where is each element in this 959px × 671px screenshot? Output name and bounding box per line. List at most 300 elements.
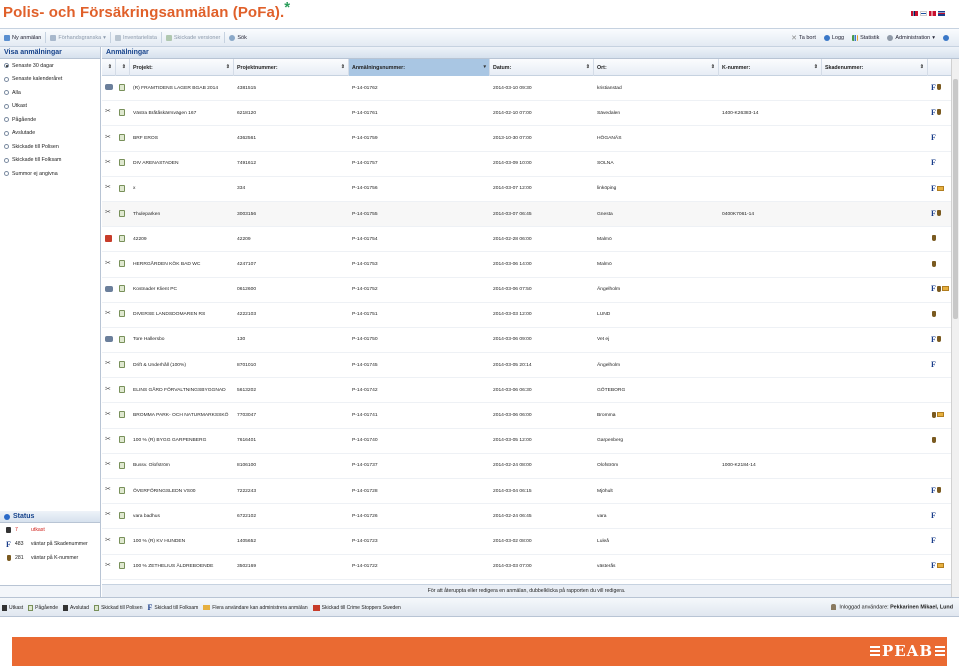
bag-icon	[932, 412, 936, 418]
indicator-cell	[928, 411, 951, 420]
grid-hint: För att återuppta eller redigera en anmälan, dubbelklicka på rapporten du vill redigera.	[102, 584, 951, 597]
radio-button[interactable]	[4, 63, 9, 68]
filter-option-label: Senaste 30 dagar	[12, 62, 54, 69]
indicator-cell	[928, 562, 951, 571]
projekt-cell: vara badhus	[133, 513, 160, 519]
filter-option[interactable]	[0, 140, 100, 154]
filter-option[interactable]	[0, 154, 100, 168]
table-row[interactable]	[102, 126, 951, 151]
projekt-cell: Thuleparken	[133, 211, 161, 217]
document-icon	[119, 109, 125, 116]
document-icon	[119, 185, 125, 192]
datum-cell: 2014-02-10 07:00	[493, 110, 532, 116]
type-cell	[102, 235, 116, 244]
status-cell	[116, 260, 130, 269]
flag-denmark-icon[interactable]	[929, 11, 936, 16]
app-title: Polis- och Försäkringsanmälan (PoFa).*	[3, 0, 291, 21]
anmalningsnummer-cell: P-14-01728	[352, 488, 378, 494]
folksam-f-icon: F	[931, 562, 936, 571]
document-icon	[119, 260, 125, 267]
indicator-cell	[928, 260, 951, 269]
datum-cell: 2014-03-05 20:14	[493, 362, 532, 368]
type-cell	[102, 361, 116, 370]
projektnummer-cell: 5613202	[237, 387, 257, 393]
indicator-cell	[928, 235, 951, 244]
projektnummer-cell: 0612600	[237, 287, 257, 293]
radio-button[interactable]	[4, 104, 9, 109]
log-icon	[824, 35, 830, 41]
datum-cell: 2013-10-30 07:00	[493, 135, 532, 141]
folksam-f-icon: F	[931, 536, 936, 546]
table-row[interactable]	[102, 353, 951, 378]
status-cell	[116, 84, 130, 93]
tools-icon: ✂	[105, 461, 111, 469]
datum-cell: 2014-03-06 09:00	[493, 337, 532, 343]
indicator-cell	[928, 159, 951, 168]
grid-scrollbar[interactable]	[951, 59, 959, 597]
type-cell	[102, 260, 116, 269]
radio-button[interactable]	[4, 171, 9, 176]
table-row[interactable]	[102, 429, 951, 454]
bag-icon	[937, 336, 941, 342]
document-icon	[119, 210, 125, 217]
col-icons-header	[928, 59, 951, 76]
col-ort-header[interactable]: Ort: ⇕	[594, 59, 719, 76]
bag-icon	[937, 84, 941, 90]
scrollbar-thumb[interactable]	[953, 79, 958, 319]
status-cell	[116, 562, 130, 571]
users-icon	[203, 605, 210, 610]
legend-item	[203, 605, 307, 611]
radio-button[interactable]	[4, 131, 9, 136]
tools-icon: ✂	[105, 209, 111, 217]
new-report-button[interactable]: Ny anmälan	[0, 35, 45, 41]
datum-cell: 2014-03-07 06:45	[493, 211, 532, 217]
type-cell	[102, 386, 116, 395]
table-row[interactable]	[102, 504, 951, 529]
datum-cell: 2014-03-02 08:00	[493, 538, 532, 544]
datum-cell: 2014-03-06 14:00	[493, 261, 532, 267]
ort-cell: Mjöhult	[597, 488, 613, 494]
table-row[interactable]	[102, 76, 951, 101]
folksam-f-icon: F	[6, 539, 11, 549]
table-row[interactable]	[102, 202, 951, 227]
type-cell	[102, 285, 116, 294]
log-button[interactable]: Logg	[820, 35, 848, 41]
language-flags	[911, 11, 945, 16]
filter-option[interactable]	[0, 113, 100, 127]
image-icon	[105, 84, 113, 90]
status-cell	[116, 361, 130, 370]
type-cell	[102, 335, 116, 344]
ort-cell: Ängelholm	[597, 362, 621, 368]
projekt-cell: 100 % (R) BYGG GARPENBERG	[133, 438, 207, 444]
help-button[interactable]	[939, 35, 953, 41]
tools-icon: ✂	[105, 159, 111, 166]
ort-cell: västerås	[597, 564, 616, 570]
users-icon	[937, 563, 944, 568]
indicator-cell	[928, 285, 951, 294]
filter-panel	[0, 47, 101, 597]
administration-button[interactable]: Administration ▾	[883, 35, 939, 41]
filter-option-label: Summor ej angivna	[12, 170, 58, 177]
anmalningsnummer-cell: P-14-01753	[352, 261, 378, 267]
bag-icon	[932, 235, 936, 241]
bag-icon	[932, 261, 936, 267]
type-cell	[102, 310, 116, 319]
legend-label: Utkast	[9, 604, 24, 611]
projektnummer-cell: 4362561	[237, 135, 257, 141]
table-row[interactable]	[102, 529, 951, 554]
projektnummer-cell: 42209	[237, 236, 251, 242]
filter-option-label: Alla	[12, 89, 21, 96]
tools-icon: ✂	[105, 562, 111, 569]
anmalningsnummer-cell: P-14-01756	[352, 186, 378, 192]
grid-header	[102, 59, 951, 76]
col-skadenummer-header[interactable]: Skadenummer: ⇕	[822, 59, 928, 76]
projektnummer-cell: 3003156	[237, 211, 257, 217]
bag-icon	[932, 437, 936, 443]
document-icon	[119, 512, 125, 519]
projekt-cell: BRF EROS	[133, 135, 159, 141]
projektnummer-cell: 6218120	[237, 110, 257, 116]
type-cell	[102, 461, 116, 470]
ort-cell: Ängelholm	[597, 287, 621, 293]
legend-label: Skickad till Polisen	[101, 604, 143, 611]
folksam-f-icon: F	[931, 133, 936, 143]
col-projektnummer-header[interactable]: Projektnummer: ⇕	[234, 59, 349, 76]
datum-cell: 2014-02-24 06:45	[493, 513, 532, 519]
ort-cell: Sävedalen	[597, 110, 621, 116]
type-cell	[102, 159, 116, 168]
table-row[interactable]	[102, 278, 951, 303]
indicator-cell	[928, 310, 951, 319]
table-row[interactable]	[102, 479, 951, 504]
status-row-drafts[interactable]: 7 utkast	[0, 523, 100, 537]
filter-option[interactable]	[0, 59, 100, 73]
tools-icon: ✂	[105, 259, 111, 267]
projektnummer-cell: 4222103	[237, 312, 257, 318]
tools-icon: ✂	[105, 108, 111, 116]
filter-option-label: Utkast	[12, 103, 28, 110]
document-icon	[119, 310, 125, 317]
datum-cell: 2014-03-09 10:00	[493, 161, 532, 167]
tools-icon: ✂	[105, 486, 111, 494]
anmalningsnummer-cell: P-14-01741	[352, 413, 378, 419]
document-icon	[119, 159, 125, 166]
datum-cell: 2014-03-03 12:00	[493, 312, 532, 318]
anmalningsnummer-cell: P-14-01751	[352, 312, 378, 318]
col-k-nummer-header[interactable]: K-nummer: ⇕	[719, 59, 822, 76]
anmalningsnummer-cell: P-14-01754	[352, 236, 378, 242]
image-icon	[105, 336, 113, 342]
projekt-cell: x	[133, 186, 136, 192]
status-cell	[116, 461, 130, 470]
status-cell	[116, 386, 130, 395]
type-cell	[102, 84, 116, 93]
anmalningsnummer-cell: P-14-01723	[352, 538, 378, 544]
status-cell	[116, 109, 130, 118]
folksam-f-icon: F	[931, 159, 936, 168]
col-type-header[interactable]: ⇕	[102, 59, 116, 76]
folksam-f-icon: F	[931, 511, 936, 520]
search-button[interactable]: Sök	[225, 35, 250, 41]
folksam-f-icon: F	[931, 209, 936, 218]
anmalningsnummer-cell: P-14-01762	[352, 85, 378, 91]
bag-icon	[932, 311, 936, 317]
lock-icon	[6, 527, 11, 533]
col-datum-header[interactable]: Datum: ⇕	[490, 59, 594, 76]
legend-item	[313, 605, 401, 611]
filter-option-label: Avslutade	[12, 130, 36, 137]
anmalningsnummer-cell: P-14-01722	[352, 564, 378, 570]
radio-button[interactable]	[4, 90, 9, 95]
document-icon	[119, 386, 125, 393]
datum-cell: 2014-02-28 06:00	[493, 236, 532, 242]
projektnummer-cell: 7616401	[237, 438, 257, 444]
projektnummer-cell: 334	[237, 186, 246, 192]
inventory-list-button[interactable]: Inventarielista	[111, 35, 161, 41]
search-icon	[229, 35, 235, 41]
flag-norway-icon[interactable]	[911, 11, 918, 16]
projektnummer-cell: 4247107	[237, 261, 257, 267]
legend-label: Flera användare kan administrera anmälan	[212, 604, 308, 611]
tools-icon: ✂	[105, 436, 111, 443]
k-nummer-cell: 1400-K26383-14	[722, 110, 759, 116]
ort-cell: Bromma	[597, 413, 616, 419]
brand-banner	[12, 637, 947, 666]
projekt-cell: Drift & Underhåll (100%)	[133, 362, 187, 368]
bag-icon	[937, 487, 941, 493]
tools-icon: ✂	[105, 411, 111, 418]
flag-uk-icon[interactable]	[938, 11, 945, 16]
k-nummer-cell: 0400K7061-14	[722, 211, 755, 217]
datum-cell: 2014-03-04 06:15	[493, 488, 532, 494]
legend-label: Avslutad	[69, 604, 90, 611]
legend-label: Skickad till Crime Stoppers Sweden	[321, 604, 401, 611]
reports-grid-body	[102, 76, 951, 597]
tools-icon: ✂	[105, 511, 111, 519]
indicator-cell	[928, 361, 951, 370]
ort-cell: Malmö	[597, 236, 612, 242]
type-cell	[102, 512, 116, 521]
table-row[interactable]	[102, 378, 951, 403]
status-cell	[116, 436, 130, 445]
sent-versions-button[interactable]: Skickade versioner	[162, 35, 224, 41]
filter-option[interactable]	[0, 73, 100, 87]
table-row[interactable]	[102, 328, 951, 353]
user-icon	[831, 604, 836, 610]
projektnummer-cell: 8106100	[237, 463, 257, 469]
status-cell	[116, 134, 130, 143]
projekt-cell: Västra Bråtåskärrsvägen 167	[133, 110, 197, 116]
status-cell	[116, 159, 130, 168]
table-row[interactable]	[102, 101, 951, 126]
datum-cell: 2014-02-24 08:00	[493, 463, 532, 469]
radio-button[interactable]	[4, 158, 9, 163]
radio-button[interactable]	[4, 117, 9, 122]
indicator-cell	[928, 210, 951, 219]
grid-title: Anmälningar	[102, 47, 959, 59]
filter-panel-title: Visa anmälningar	[0, 47, 100, 59]
projekt-cell: DIV ARENASTADEN	[133, 161, 179, 167]
radio-button[interactable]	[4, 77, 9, 82]
doc-icon	[63, 605, 68, 611]
k-nummer-cell: 1000-K2184-14	[722, 463, 756, 469]
star-mark: *	[284, 0, 291, 16]
folksam-f-icon: F	[931, 335, 936, 344]
table-row[interactable]	[102, 555, 951, 580]
bag-icon	[937, 210, 941, 216]
document-icon	[119, 235, 125, 242]
filter-option[interactable]	[0, 86, 100, 100]
document-icon	[119, 436, 125, 443]
indicator-cell	[928, 134, 951, 143]
anmalningsnummer-cell: P-14-01740	[352, 438, 378, 444]
radio-button[interactable]	[4, 144, 9, 149]
table-row[interactable]	[102, 227, 951, 252]
crime-stoppers-icon	[313, 605, 320, 611]
document-icon	[119, 134, 125, 141]
status-panel-title: Status	[13, 513, 35, 520]
status-cell	[116, 235, 130, 244]
document-icon	[119, 537, 125, 544]
table-row[interactable]	[102, 454, 951, 479]
filter-option-label: Skickade till Folksam	[12, 157, 62, 164]
bag-icon	[937, 286, 941, 292]
legend-item	[63, 605, 89, 611]
ort-cell: Malmö	[597, 261, 612, 267]
col-projekt-header[interactable]: Projekt: ⇕	[130, 59, 234, 76]
tools-icon: ✂	[105, 310, 111, 317]
bag-icon	[7, 555, 11, 561]
col-anmalningsnummer-header[interactable]: Anmälningsnummer: ▾	[349, 59, 490, 76]
projektnummer-cell: 7703047	[237, 413, 257, 419]
status-cell	[116, 210, 130, 219]
type-cell	[102, 562, 116, 571]
table-row[interactable]	[102, 252, 951, 277]
indicator-cell	[928, 512, 951, 521]
projekt-cell: Bussv. Olofström	[133, 463, 170, 469]
filter-option[interactable]	[0, 100, 100, 114]
filter-option[interactable]	[0, 167, 100, 181]
filter-option-label: Skickade till Polisen	[12, 143, 59, 150]
datum-cell: 2014-03-06 06:00	[493, 413, 532, 419]
reports-grid-panel	[102, 47, 959, 597]
flag-finland-icon[interactable]	[920, 11, 927, 16]
folksam-f-icon: F	[931, 184, 936, 193]
anmalningsnummer-cell: P-14-01761	[352, 110, 378, 116]
status-panel	[0, 511, 100, 586]
ort-cell: Vet ej	[597, 337, 610, 343]
bag-icon	[937, 109, 941, 115]
delete-button[interactable]: ✕ Ta bort	[791, 34, 816, 42]
document-icon	[119, 84, 125, 91]
statistics-button[interactable]: Statistik	[848, 35, 883, 41]
folksam-f-icon: F	[147, 603, 153, 612]
tools-icon: ✂	[105, 184, 111, 192]
document-icon	[119, 285, 125, 292]
peab-logo: PEAB	[881, 642, 933, 660]
type-cell	[102, 537, 116, 546]
datum-cell: 2014-03-06 06:30	[493, 387, 532, 393]
filter-options	[0, 59, 100, 181]
status-row-awaiting-k-number[interactable]: 281 väntar på K-nummer	[0, 551, 100, 565]
doc-icon	[94, 605, 99, 611]
table-row[interactable]	[102, 152, 951, 177]
ort-cell: vara	[597, 513, 607, 519]
toolbar	[0, 28, 959, 47]
status-cell	[116, 310, 130, 319]
indicator-cell	[928, 84, 951, 93]
lock-icon	[2, 605, 7, 611]
table-row[interactable]	[102, 303, 951, 328]
ort-cell: LUND	[597, 312, 611, 318]
tools-icon: ✂	[105, 385, 111, 393]
legend-item	[2, 605, 23, 611]
doc-icon	[28, 605, 33, 611]
table-row[interactable]	[102, 177, 951, 202]
panel-scrollbar[interactable]	[0, 585, 100, 597]
projektnummer-cell: 8701010	[237, 362, 257, 368]
versions-icon	[166, 35, 172, 41]
projekt-cell: (R) FRAMTIDENS LAGER BGAB 2014	[133, 85, 219, 91]
indicator-cell	[928, 436, 951, 445]
legend-item	[147, 604, 198, 611]
projekt-cell: DIVERSE LANDSDOMAREN RS	[133, 312, 206, 318]
legend-bar	[0, 597, 959, 617]
col-status-header[interactable]: ⇕	[116, 59, 130, 76]
document-icon	[119, 336, 125, 343]
status-cell	[116, 285, 130, 294]
datum-cell: 2014-03-06 07:50	[493, 287, 532, 293]
logged-in-user: Inloggad användare: Pekkarinen Mikael, Lund	[831, 604, 953, 610]
datum-cell: 2014-03-05 12:00	[493, 438, 532, 444]
projekt-cell: BROMMA PARK- OCH NATURMARKSSKÖ	[133, 413, 229, 419]
anmalningsnummer-cell: P-14-01757	[352, 161, 378, 167]
tools-icon: ✂	[105, 536, 111, 544]
status-cell	[116, 411, 130, 420]
app-header	[0, 0, 959, 28]
image-icon	[105, 286, 113, 292]
ort-cell: Olofström	[597, 463, 619, 469]
chart-icon	[852, 35, 858, 41]
filter-option[interactable]	[0, 127, 100, 141]
projektnummer-cell: 7491612	[237, 161, 257, 167]
ort-cell: SOLNA	[597, 161, 614, 167]
type-cell	[102, 436, 116, 445]
indicator-cell	[928, 487, 951, 496]
filter-option-label: Senaste kalenderåret	[12, 76, 63, 83]
anmalningsnummer-cell: P-14-01737	[352, 463, 378, 469]
preview-icon	[50, 35, 56, 41]
table-row[interactable]	[102, 403, 951, 428]
status-row-awaiting-claim-number[interactable]: F 483 väntar på Skadenummer	[6, 539, 88, 549]
anmalningsnummer-cell: P-14-01750	[352, 337, 378, 343]
legend-label: Skickad till Folksam	[154, 604, 199, 611]
folksam-f-icon: F	[931, 108, 936, 117]
users-icon	[937, 186, 944, 191]
document-icon	[119, 361, 125, 368]
delete-icon: ✕	[791, 34, 798, 42]
folksam-f-icon: F	[931, 486, 936, 495]
preview-button[interactable]: Förhandsgranska ▾	[46, 35, 110, 41]
status-cell	[116, 537, 130, 546]
projektnummer-cell: 1405652	[237, 538, 257, 544]
folksam-f-icon: F	[931, 285, 936, 294]
projekt-cell: 100 % (R) KV HUNDEN	[133, 538, 186, 544]
anmalningsnummer-cell: P-14-01745	[352, 362, 378, 368]
